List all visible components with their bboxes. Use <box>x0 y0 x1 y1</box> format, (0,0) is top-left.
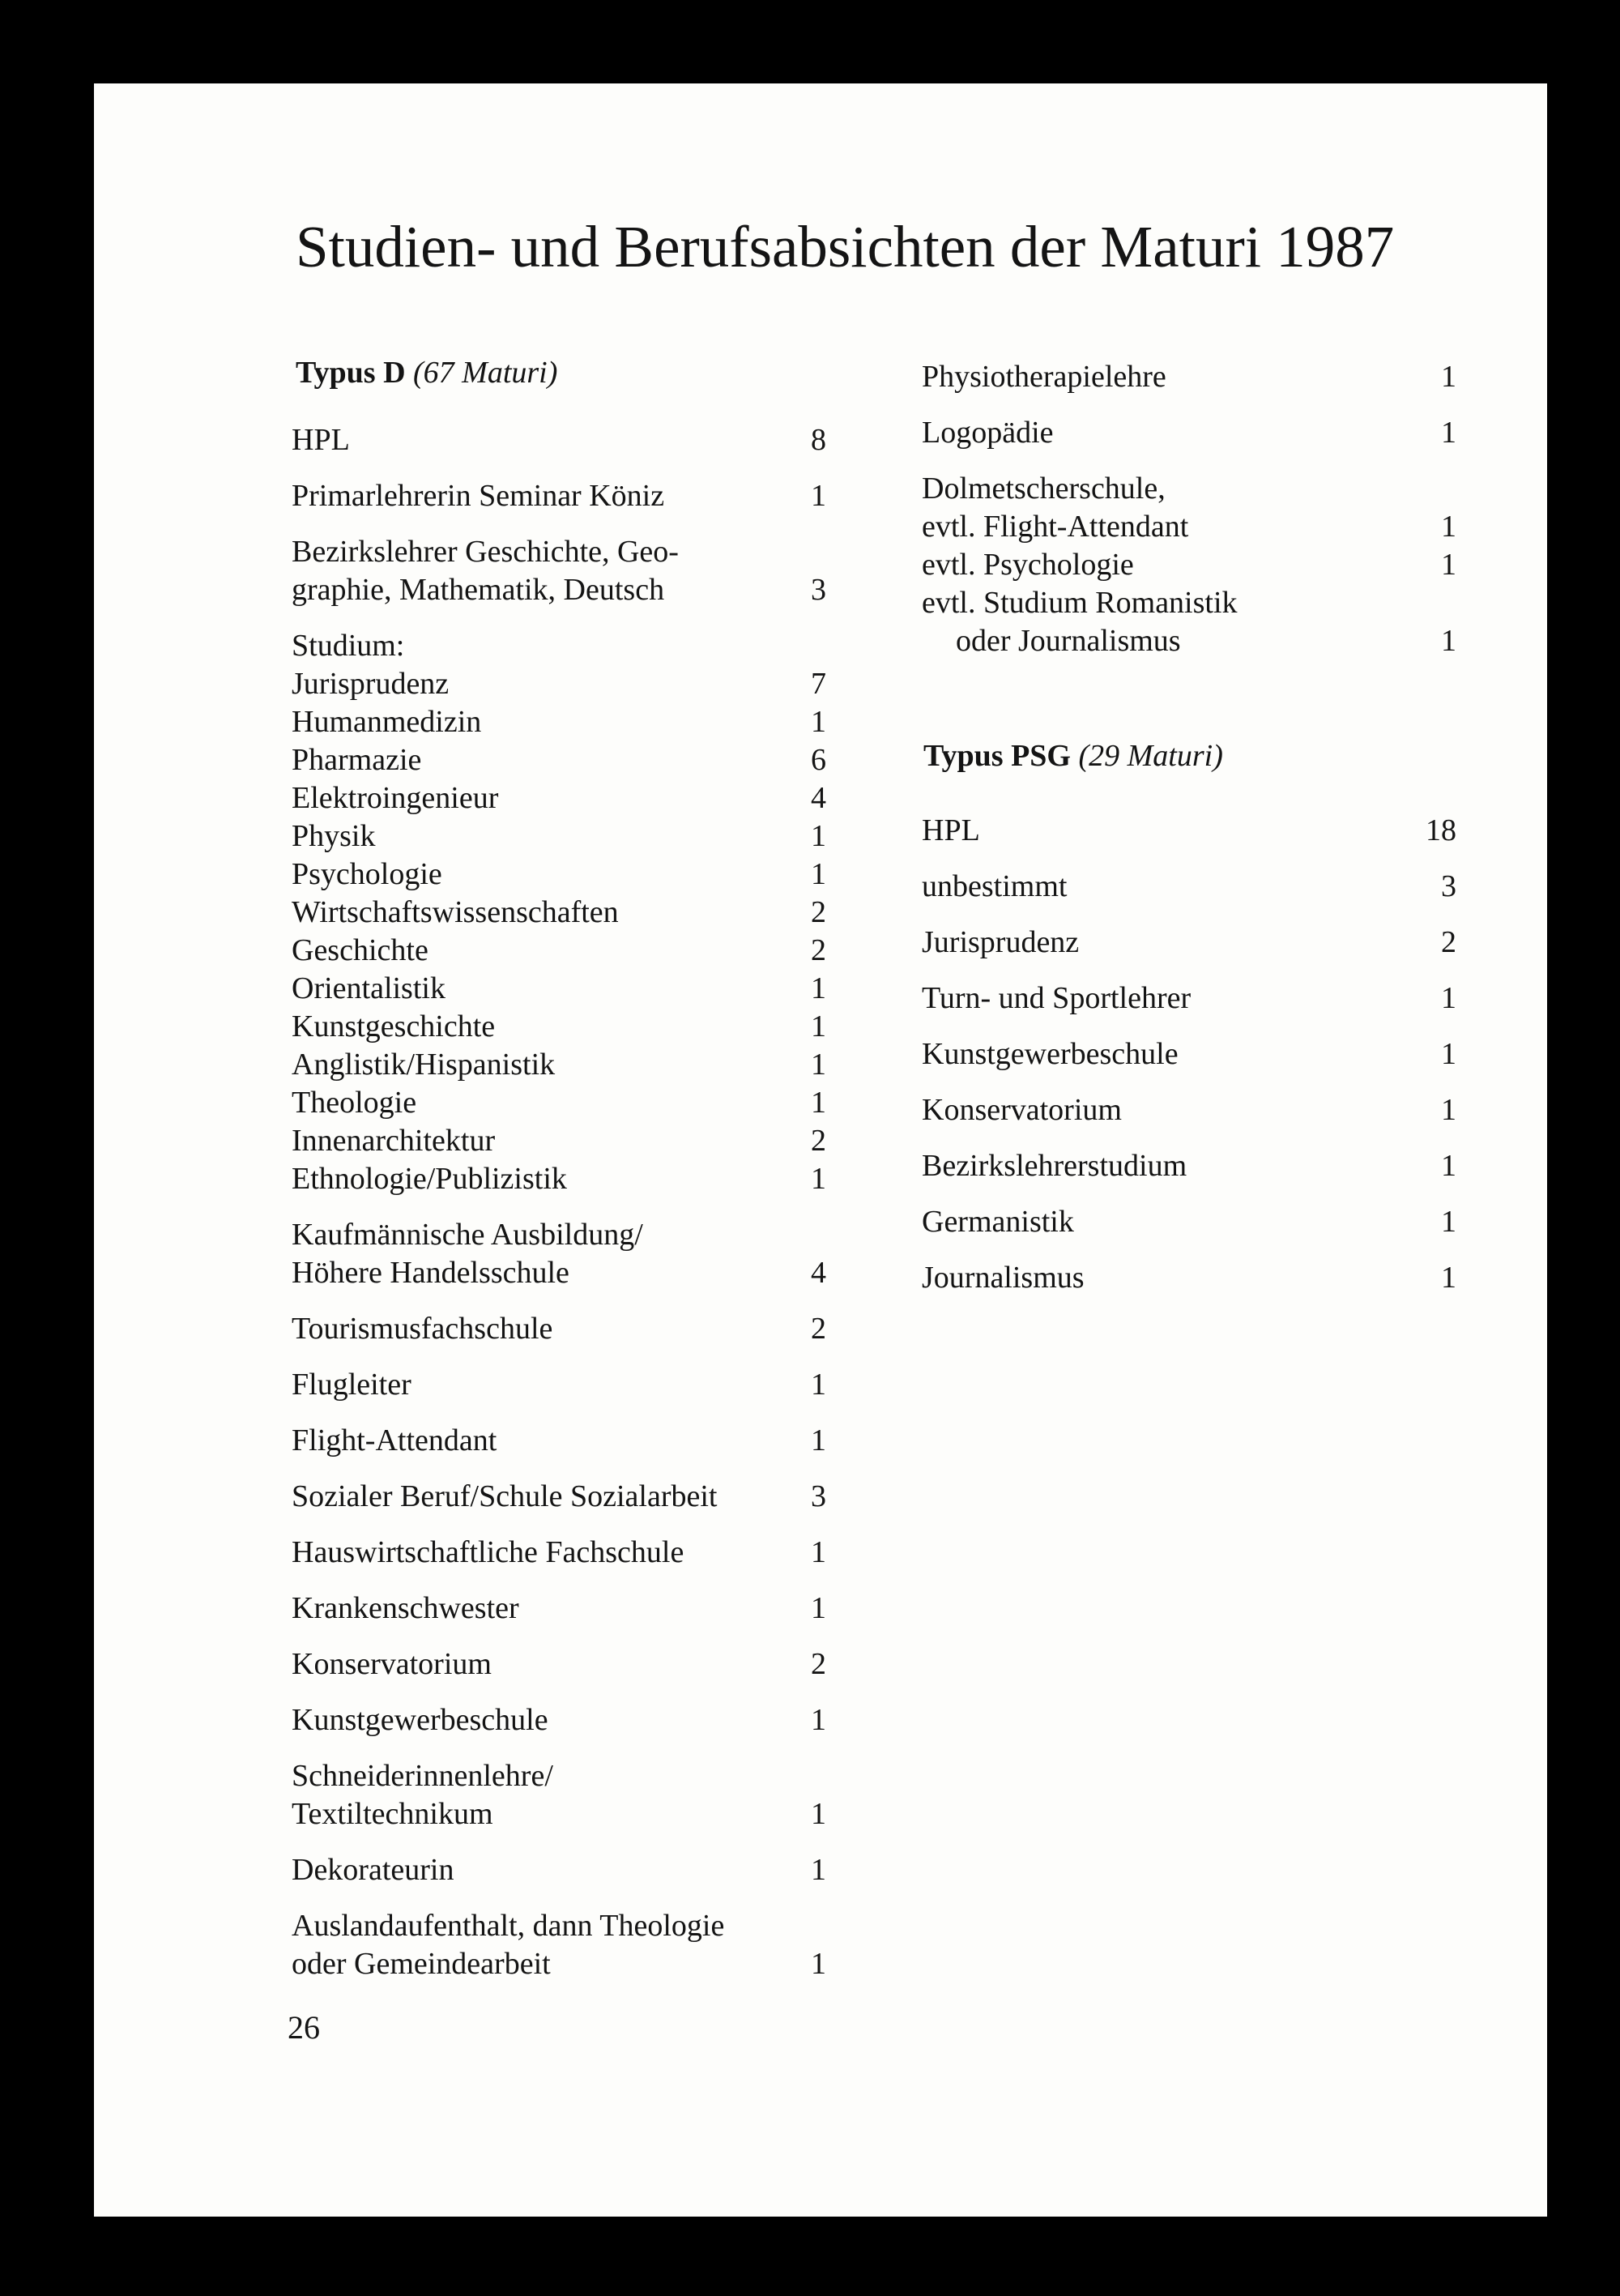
entry-count: 1 <box>1441 624 1456 658</box>
list-item <box>292 1122 826 1160</box>
list-item <box>292 1534 826 1572</box>
entry-group <box>922 868 1456 906</box>
entry-count: 1 <box>811 1797 826 1831</box>
entry-count: 6 <box>811 743 826 777</box>
entry-label: Jurisprudenz <box>922 925 1080 959</box>
entry-label: Kaufmännische Ausbildung/ <box>292 1218 643 1252</box>
list-item <box>292 894 826 932</box>
entry-count: 2 <box>811 933 826 967</box>
entry-group <box>292 421 826 459</box>
list-item <box>922 1035 1456 1073</box>
entry-group <box>292 533 826 609</box>
entry-group <box>292 1310 826 1348</box>
entry-group <box>922 979 1456 1018</box>
entry-label: Dekorateurin <box>292 1853 454 1887</box>
entry-count: 7 <box>811 667 826 701</box>
list-item <box>292 1046 826 1084</box>
entry-count: 1 <box>811 1535 826 1569</box>
list-item <box>922 358 1456 396</box>
entry-group <box>922 1091 1456 1129</box>
entry-count: 18 <box>1426 813 1456 847</box>
entry-label: Tourismusfachschule <box>292 1312 553 1346</box>
list-item <box>292 533 826 571</box>
list-item <box>292 1366 826 1404</box>
entry-label: evtl. Psychologie <box>922 548 1134 582</box>
entry-group <box>292 1701 826 1739</box>
entry-count: 2 <box>811 1312 826 1346</box>
entry-count: 1 <box>811 1368 826 1402</box>
entry-label: Anglistik/Hispanistik <box>292 1048 556 1082</box>
entry-label: Studium: <box>292 629 405 663</box>
entry-label: Höhere Handelsschule <box>292 1256 569 1290</box>
entry-group <box>922 470 1456 660</box>
entry-label: Krankenschwester <box>292 1591 519 1625</box>
entry-group <box>922 414 1456 452</box>
list-item <box>292 1310 826 1348</box>
entry-count: 1 <box>1441 1149 1456 1183</box>
entry-count: 1 <box>1441 1205 1456 1239</box>
entry-count: 1 <box>811 971 826 1005</box>
list-item <box>922 508 1456 546</box>
entry-group <box>292 1478 826 1516</box>
entry-group <box>292 1366 826 1404</box>
entry-group <box>292 1422 826 1460</box>
list-item <box>292 1590 826 1628</box>
entry-group <box>292 1590 826 1628</box>
entry-label: Konservatorium <box>292 1647 492 1681</box>
list-item <box>922 470 1456 508</box>
entry-group <box>292 1851 826 1889</box>
entry-label: unbestimmt <box>922 869 1068 903</box>
list-item <box>292 1907 826 1945</box>
entry-label: Kunstgewerbeschule <box>292 1703 548 1737</box>
entry-group <box>292 1216 826 1292</box>
entry-label: Wirtschaftswissenschaften <box>292 895 619 929</box>
entry-label: Pharmazie <box>292 743 422 777</box>
list-item <box>292 1851 826 1889</box>
list-item <box>292 1645 826 1684</box>
entry-count: 1 <box>811 857 826 891</box>
entry-count: 1 <box>811 1423 826 1457</box>
entry-count: 1 <box>1441 360 1456 394</box>
list-item <box>292 1422 826 1460</box>
entry-group <box>922 1259 1456 1297</box>
page-number: 26 <box>288 2009 320 2046</box>
entry-label: Bezirkslehrer Geschichte, Geo- <box>292 535 679 569</box>
list-item <box>922 1147 1456 1185</box>
list-item <box>292 1008 826 1046</box>
entry-label: Physik <box>292 819 376 853</box>
list-item <box>922 1091 1456 1129</box>
typus-psg-label: Typus PSG <box>923 739 1071 773</box>
entry-count: 1 <box>811 819 826 853</box>
typus-d-list <box>292 421 826 2001</box>
entry-label: Humanmedizin <box>292 705 482 739</box>
entry-group <box>292 477 826 515</box>
list-item <box>292 421 826 459</box>
entry-count: 1 <box>811 1086 826 1120</box>
entry-label: HPL <box>292 423 350 457</box>
entry-group <box>292 1907 826 1983</box>
entry-count: 4 <box>811 781 826 815</box>
entry-group <box>922 1203 1456 1241</box>
entry-label: Jurisprudenz <box>292 667 450 701</box>
entry-count: 1 <box>1441 1093 1456 1127</box>
entry-label: Bezirkslehrerstudium <box>922 1149 1187 1183</box>
list-item <box>922 1203 1456 1241</box>
list-item <box>292 571 826 609</box>
list-item <box>292 1254 826 1292</box>
entry-group <box>292 627 826 1198</box>
entry-label: Kunstgewerbeschule <box>922 1037 1179 1071</box>
list-item <box>292 665 826 703</box>
entry-count: 1 <box>1441 981 1456 1015</box>
entry-count: 1 <box>811 1009 826 1043</box>
entry-count: 8 <box>811 423 826 457</box>
list-item <box>292 1945 826 1983</box>
entry-group <box>922 358 1456 396</box>
entry-label: oder Gemeindearbeit <box>292 1947 551 1981</box>
entry-count: 2 <box>811 895 826 929</box>
list-item <box>292 856 826 894</box>
entry-group <box>922 924 1456 962</box>
list-item <box>292 817 826 856</box>
entry-count: 1 <box>811 1947 826 1981</box>
entry-label: Kunstgeschichte <box>292 1009 496 1043</box>
entry-label: Journalismus <box>922 1261 1085 1295</box>
entry-label: Konservatorium <box>922 1093 1122 1127</box>
list-item <box>292 627 826 665</box>
entry-label: Ethnologie/Publizistik <box>292 1162 567 1196</box>
entry-label: Turn- und Sportlehrer <box>922 981 1192 1015</box>
typus-d-heading <box>296 357 557 388</box>
entry-label: Schneiderinnenlehre/ <box>292 1759 553 1793</box>
list-item <box>922 546 1456 584</box>
entry-label: HPL <box>922 813 980 847</box>
entry-count: 1 <box>811 479 826 513</box>
entry-count: 1 <box>811 1048 826 1082</box>
entry-group <box>922 1147 1456 1185</box>
entry-count: 3 <box>811 1479 826 1513</box>
list-item <box>292 1160 826 1198</box>
entry-count: 1 <box>1441 1037 1456 1071</box>
list-item <box>292 970 826 1008</box>
entry-group <box>292 1645 826 1684</box>
typus-psg-list <box>922 812 1456 1315</box>
list-item <box>292 477 826 515</box>
list-item <box>292 741 826 779</box>
list-item <box>922 812 1456 850</box>
list-item <box>922 622 1456 660</box>
typus-d-continued-list <box>922 358 1456 678</box>
entry-label: Theologie <box>292 1086 417 1120</box>
entry-count: 1 <box>811 705 826 739</box>
entry-label: Primarlehrerin Seminar Köniz <box>292 479 665 513</box>
list-item <box>292 703 826 741</box>
entry-label: Physiotherapielehre <box>922 360 1166 394</box>
entry-count: 4 <box>811 1256 826 1290</box>
list-item <box>292 1084 826 1122</box>
entry-label: graphie, Mathematik, Deutsch <box>292 573 665 607</box>
page-title: Studien- und Berufsabsichten der Maturi 1987 <box>296 214 1395 280</box>
list-item <box>292 1701 826 1739</box>
entry-count: 1 <box>1441 1261 1456 1295</box>
entry-count: 1 <box>811 1162 826 1196</box>
list-item <box>292 932 826 970</box>
entry-label: Geschichte <box>292 933 428 967</box>
entry-count: 1 <box>1441 510 1456 544</box>
list-item <box>922 924 1456 962</box>
entry-count: 1 <box>1441 548 1456 582</box>
list-item <box>292 1757 826 1795</box>
list-item <box>292 1795 826 1833</box>
typus-psg-heading <box>923 740 1223 771</box>
entry-count: 1 <box>1441 416 1456 450</box>
entry-label: Germanistik <box>922 1205 1074 1239</box>
entry-label: Logopädie <box>922 416 1054 450</box>
typus-psg-note: (29 Maturi) <box>1078 739 1223 773</box>
entry-count: 1 <box>811 1591 826 1625</box>
entry-group <box>292 1757 826 1833</box>
entry-label: Sozialer Beruf/Schule Sozialarbeit <box>292 1479 718 1513</box>
entry-count: 2 <box>1441 925 1456 959</box>
list-item <box>922 1259 1456 1297</box>
list-item <box>922 979 1456 1018</box>
entry-label: evtl. Studium Romanistik <box>922 586 1238 620</box>
typus-d-note: (67 Maturi) <box>413 356 558 390</box>
entry-group <box>922 812 1456 850</box>
entry-label: Flugleiter <box>292 1368 411 1402</box>
entry-label: oder Journalismus <box>956 624 1181 658</box>
entry-label: Flight-Attendant <box>292 1423 497 1457</box>
entry-label: Innenarchitektur <box>292 1124 496 1158</box>
list-item <box>292 1478 826 1516</box>
entry-group <box>922 1035 1456 1073</box>
entry-label: evtl. Flight-Attendant <box>922 510 1189 544</box>
list-item <box>922 584 1456 622</box>
entry-count: 3 <box>1441 869 1456 903</box>
list-item <box>292 779 826 817</box>
entry-label: Elektroingenieur <box>292 781 499 815</box>
entry-label: Dolmetscherschule, <box>922 472 1166 506</box>
entry-count: 2 <box>811 1124 826 1158</box>
entry-label: Orientalistik <box>292 971 446 1005</box>
list-item <box>922 414 1456 452</box>
list-item <box>922 868 1456 906</box>
entry-label: Textiltechnikum <box>292 1797 493 1831</box>
entry-label: Auslandaufenthalt, dann Theologie <box>292 1909 725 1943</box>
entry-count: 2 <box>811 1647 826 1681</box>
entry-count: 3 <box>811 573 826 607</box>
entry-label: Hauswirtschaftliche Fachschule <box>292 1535 684 1569</box>
list-item <box>292 1216 826 1254</box>
entry-label: Psychologie <box>292 857 442 891</box>
entry-group <box>292 1534 826 1572</box>
typus-d-label: Typus D <box>296 356 406 390</box>
entry-count: 1 <box>811 1853 826 1887</box>
entry-count: 1 <box>811 1703 826 1737</box>
